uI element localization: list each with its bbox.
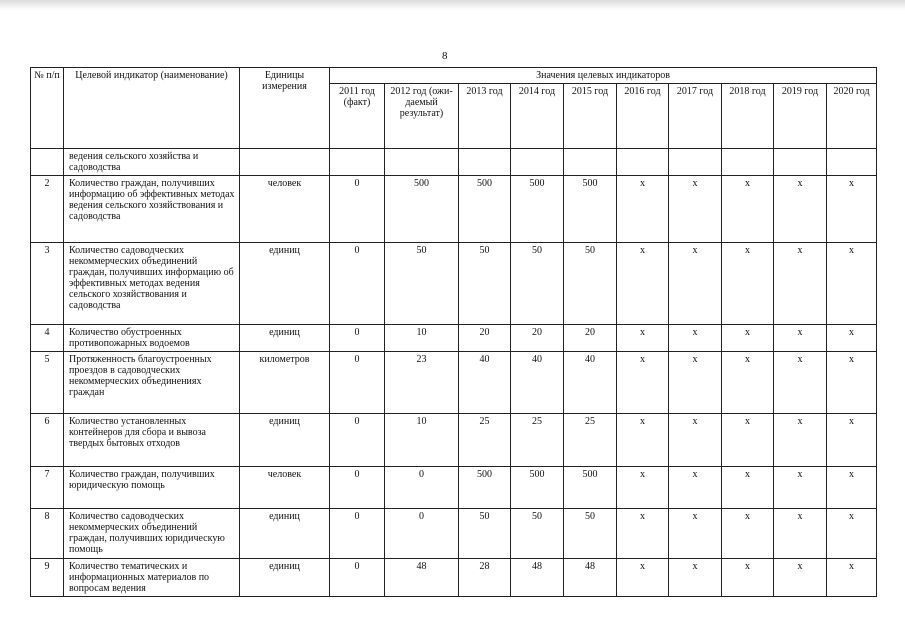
cell-value: 20 xyxy=(564,325,617,352)
cell-name: Количество граждан, получивших информацию об эффективных методах ведения сельского хозяйствования и садоводства xyxy=(64,176,240,243)
cell-value: 10 xyxy=(385,325,459,352)
cell-value: 25 xyxy=(564,414,617,467)
cell-value: х xyxy=(827,559,877,597)
cell-value xyxy=(564,149,617,176)
cell-value: 25 xyxy=(511,414,564,467)
cell-value: х xyxy=(669,176,722,243)
cell-value: х xyxy=(827,325,877,352)
cell-name: Количество установленных контейнеров для сбора и вывоза твердых бытовых отходов xyxy=(64,414,240,467)
cell-name: ведения сельского хозяйства и садоводства xyxy=(64,149,240,176)
header-unit: Единицы измерения xyxy=(240,68,330,149)
header-name: Целевой индикатор (наименование) xyxy=(64,68,240,149)
table-row-continuation xyxy=(31,149,877,176)
cell-value: 0 xyxy=(330,467,385,509)
page-number: 8 xyxy=(442,50,448,62)
cell-value: х xyxy=(617,176,669,243)
cell-unit: километров xyxy=(240,352,330,414)
cell-unit: единиц xyxy=(240,243,330,325)
cell-value: 40 xyxy=(564,352,617,414)
cell-value: х xyxy=(774,176,827,243)
table-row xyxy=(31,325,877,352)
cell-value: х xyxy=(617,414,669,467)
cell-value xyxy=(722,149,774,176)
cell-num: 6 xyxy=(31,414,64,467)
cell-name: Количество садоводческих некоммерческих объединений граждан, получивших юридическую помощь xyxy=(64,509,240,559)
cell-value: х xyxy=(827,509,877,559)
cell-name: Количество граждан, получивших юридическую помощь xyxy=(64,467,240,509)
scan-edge-shadow xyxy=(0,0,905,10)
cell-num: 2 xyxy=(31,176,64,243)
cell-value: 23 xyxy=(385,352,459,414)
cell-name: Количество обустроенных противопожарных водоемов xyxy=(64,325,240,352)
cell-value: х xyxy=(774,352,827,414)
cell-value: 40 xyxy=(459,352,511,414)
cell-value: 50 xyxy=(459,509,511,559)
cell-value: х xyxy=(722,467,774,509)
cell-value: 0 xyxy=(330,414,385,467)
cell-value xyxy=(774,149,827,176)
cell-value: 50 xyxy=(564,243,617,325)
cell-value: 500 xyxy=(385,176,459,243)
header-year: 2020 год xyxy=(827,84,877,149)
cell-value: 500 xyxy=(511,467,564,509)
cell-value: 0 xyxy=(330,325,385,352)
cell-value: 500 xyxy=(511,176,564,243)
header-year: 2016 год xyxy=(617,84,669,149)
cell-value: х xyxy=(722,509,774,559)
cell-value: х xyxy=(617,509,669,559)
header-year: 2012 год (ожи-даемый результат) xyxy=(385,84,459,149)
cell-value: х xyxy=(617,243,669,325)
cell-value: 20 xyxy=(511,325,564,352)
cell-value: х xyxy=(827,176,877,243)
cell-value: х xyxy=(669,414,722,467)
table-row xyxy=(31,176,877,243)
cell-unit: единиц xyxy=(240,414,330,467)
cell-name: Количество тематических и информационных материалов по вопросам ведения xyxy=(64,559,240,597)
cell-value xyxy=(459,149,511,176)
cell-value: 10 xyxy=(385,414,459,467)
header-year: 2015 год xyxy=(564,84,617,149)
cell-value: х xyxy=(774,325,827,352)
cell-value xyxy=(617,149,669,176)
cell-value: 50 xyxy=(459,243,511,325)
cell-value: х xyxy=(617,559,669,597)
table-row xyxy=(31,559,877,597)
cell-value: 0 xyxy=(385,467,459,509)
cell-value: 0 xyxy=(385,509,459,559)
cell-unit: единиц xyxy=(240,325,330,352)
cell-value: 0 xyxy=(330,243,385,325)
header-num: № п/п xyxy=(31,68,64,149)
cell-value xyxy=(385,149,459,176)
header-year: 2018 год xyxy=(722,84,774,149)
table-row xyxy=(31,467,877,509)
cell-value: 40 xyxy=(511,352,564,414)
cell-value: х xyxy=(827,243,877,325)
cell-value: 0 xyxy=(330,176,385,243)
header-year: 2017 год xyxy=(669,84,722,149)
cell-value: х xyxy=(774,509,827,559)
cell-value: х xyxy=(722,176,774,243)
cell-value: 0 xyxy=(330,509,385,559)
header-year: 2011 год (факт) xyxy=(330,84,385,149)
cell-value: х xyxy=(617,325,669,352)
cell-value: 500 xyxy=(564,176,617,243)
cell-num: 9 xyxy=(31,559,64,597)
cell-value: 48 xyxy=(385,559,459,597)
cell-num: 8 xyxy=(31,509,64,559)
cell-num: 5 xyxy=(31,352,64,414)
cell-value: 25 xyxy=(459,414,511,467)
header-year: 2013 год xyxy=(459,84,511,149)
table-row xyxy=(31,414,877,467)
cell-unit xyxy=(240,149,330,176)
header-year: 2019 год xyxy=(774,84,827,149)
cell-value: 48 xyxy=(564,559,617,597)
cell-value: 50 xyxy=(564,509,617,559)
target-indicators-table xyxy=(30,67,877,597)
cell-value: х xyxy=(827,467,877,509)
cell-value: х xyxy=(669,467,722,509)
cell-value: х xyxy=(617,352,669,414)
cell-unit: единиц xyxy=(240,559,330,597)
cell-value: х xyxy=(669,559,722,597)
table-row xyxy=(31,243,877,325)
table-row xyxy=(31,352,877,414)
cell-unit: человек xyxy=(240,176,330,243)
cell-value: х xyxy=(722,325,774,352)
cell-value: х xyxy=(774,414,827,467)
cell-value: 500 xyxy=(459,467,511,509)
cell-name: Количество садоводческих некоммерческих объединений граждан, получивших информацию об эффективных методах ведения сельского хозяйствования и садоводства xyxy=(64,243,240,325)
cell-value xyxy=(511,149,564,176)
cell-value: 28 xyxy=(459,559,511,597)
cell-value: х xyxy=(722,414,774,467)
cell-value: х xyxy=(669,243,722,325)
cell-num: 4 xyxy=(31,325,64,352)
cell-value: 50 xyxy=(385,243,459,325)
cell-unit: единиц xyxy=(240,509,330,559)
cell-value: 50 xyxy=(511,509,564,559)
cell-num xyxy=(31,149,64,176)
cell-value: 500 xyxy=(459,176,511,243)
cell-value: х xyxy=(774,243,827,325)
table-row xyxy=(31,509,877,559)
cell-value: 500 xyxy=(564,467,617,509)
header-year: 2014 год xyxy=(511,84,564,149)
cell-value: х xyxy=(722,243,774,325)
cell-value: 20 xyxy=(459,325,511,352)
header-values-group: Значения целевых индикаторов xyxy=(330,68,877,84)
cell-value: х xyxy=(669,352,722,414)
cell-value: х xyxy=(722,559,774,597)
cell-value: х xyxy=(827,414,877,467)
cell-value: 50 xyxy=(511,243,564,325)
cell-num: 7 xyxy=(31,467,64,509)
cell-value xyxy=(827,149,877,176)
cell-value: х xyxy=(722,352,774,414)
cell-unit: человек xyxy=(240,467,330,509)
cell-value: 48 xyxy=(511,559,564,597)
cell-value: 0 xyxy=(330,559,385,597)
cell-value xyxy=(669,149,722,176)
cell-name: Протяженность благоустроенных проездов в садоводческих некоммерческих объединениях граждан xyxy=(64,352,240,414)
cell-value: х xyxy=(774,467,827,509)
cell-value xyxy=(330,149,385,176)
cell-value: х xyxy=(669,509,722,559)
cell-value: х xyxy=(669,325,722,352)
cell-value: х xyxy=(617,467,669,509)
cell-value: х xyxy=(827,352,877,414)
cell-num: 3 xyxy=(31,243,64,325)
cell-value: 0 xyxy=(330,352,385,414)
cell-value: х xyxy=(774,559,827,597)
